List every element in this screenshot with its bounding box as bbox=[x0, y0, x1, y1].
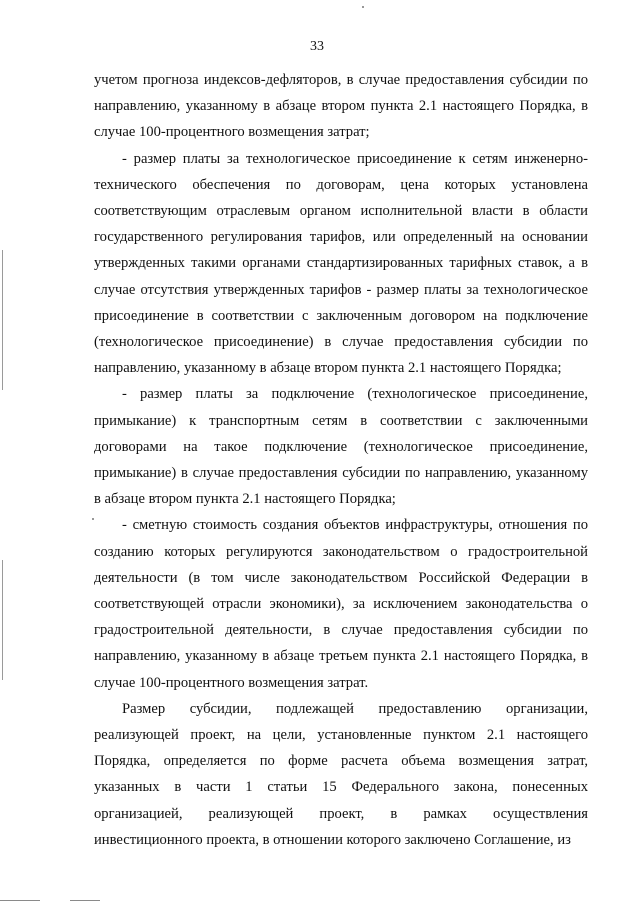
paragraph-tech-connection-fee: - размер платы за технологическое присоединение к сетям инженерно-технического обеспечения по договорам, цена которых установлена соответствующим отраслевым органом исполнительной власти в области государственного регулирования тарифов, или определенный на основании утвержденных такими органами стандартизированных тарифных ставок, а в случае отсутствия утвержденных тарифов - размер платы за технологическое присоединение в соответствии с заключенным договором на подключение (технологическое присоединение) в случае предоставления субсидии по направлению, указанному в абзаце втором пункта 2.1 настоящего Порядка; bbox=[94, 150, 588, 377]
body-text bbox=[94, 67, 588, 853]
paragraph-continuation: учетом прогноза индексов-дефляторов, в случае предоставления субсидии по направлению, указанному в абзаце втором пункта 2.1 настоящего Порядка, в случае 100-процентного возмещения затрат; bbox=[94, 72, 588, 141]
scan-speck bbox=[92, 518, 94, 520]
page-number: 33 bbox=[310, 39, 324, 54]
paragraph-estimated-cost: - сметную стоимость создания объектов инфраструктуры, отношения по созданию которых регулируются законодательством о градостроительной деятельности (в том числе законодательством Российской Федерации в соответствующей отрасли экономики), за исключением законодательства о градостроительной деятельности, в случае предоставления субсидии по направлению, указанному в абзаце третьем пункта 2.1 настоящего Порядка, в случае 100-процентного возмещения затрат. bbox=[94, 517, 588, 691]
scan-bottom-mark bbox=[70, 900, 100, 901]
paragraph-transport-connection-fee: - размер платы за подключение (технологическое присоединение, примыкание) к транспортным сетям в соответствии с заключенными договорами на такое подключение (технологическое присоединение, примыкание) в случае предоставления субсидии по направлению, указанному в абзаце втором пункта 2.1 настоящего Порядка; bbox=[94, 386, 588, 508]
scan-speck bbox=[362, 6, 364, 8]
paragraph-subsidy-amount: Размер субсидии, подлежащей предоставлению организации, реализующей проект, на цели, установленные пунктом 2.1 настоящего Порядка, определяется по форме расчета объема возмещения затрат, указанных в части 1 статьи 15 Федерального закона, понесенных организацией, реализующей проект, в рамках осуществления инвестиционного проекта, в отношении которого заключено Соглашение, из bbox=[94, 700, 588, 848]
scan-edge-mark bbox=[2, 560, 3, 680]
scan-edge-mark bbox=[2, 250, 3, 390]
scan-bottom-mark bbox=[0, 900, 40, 901]
